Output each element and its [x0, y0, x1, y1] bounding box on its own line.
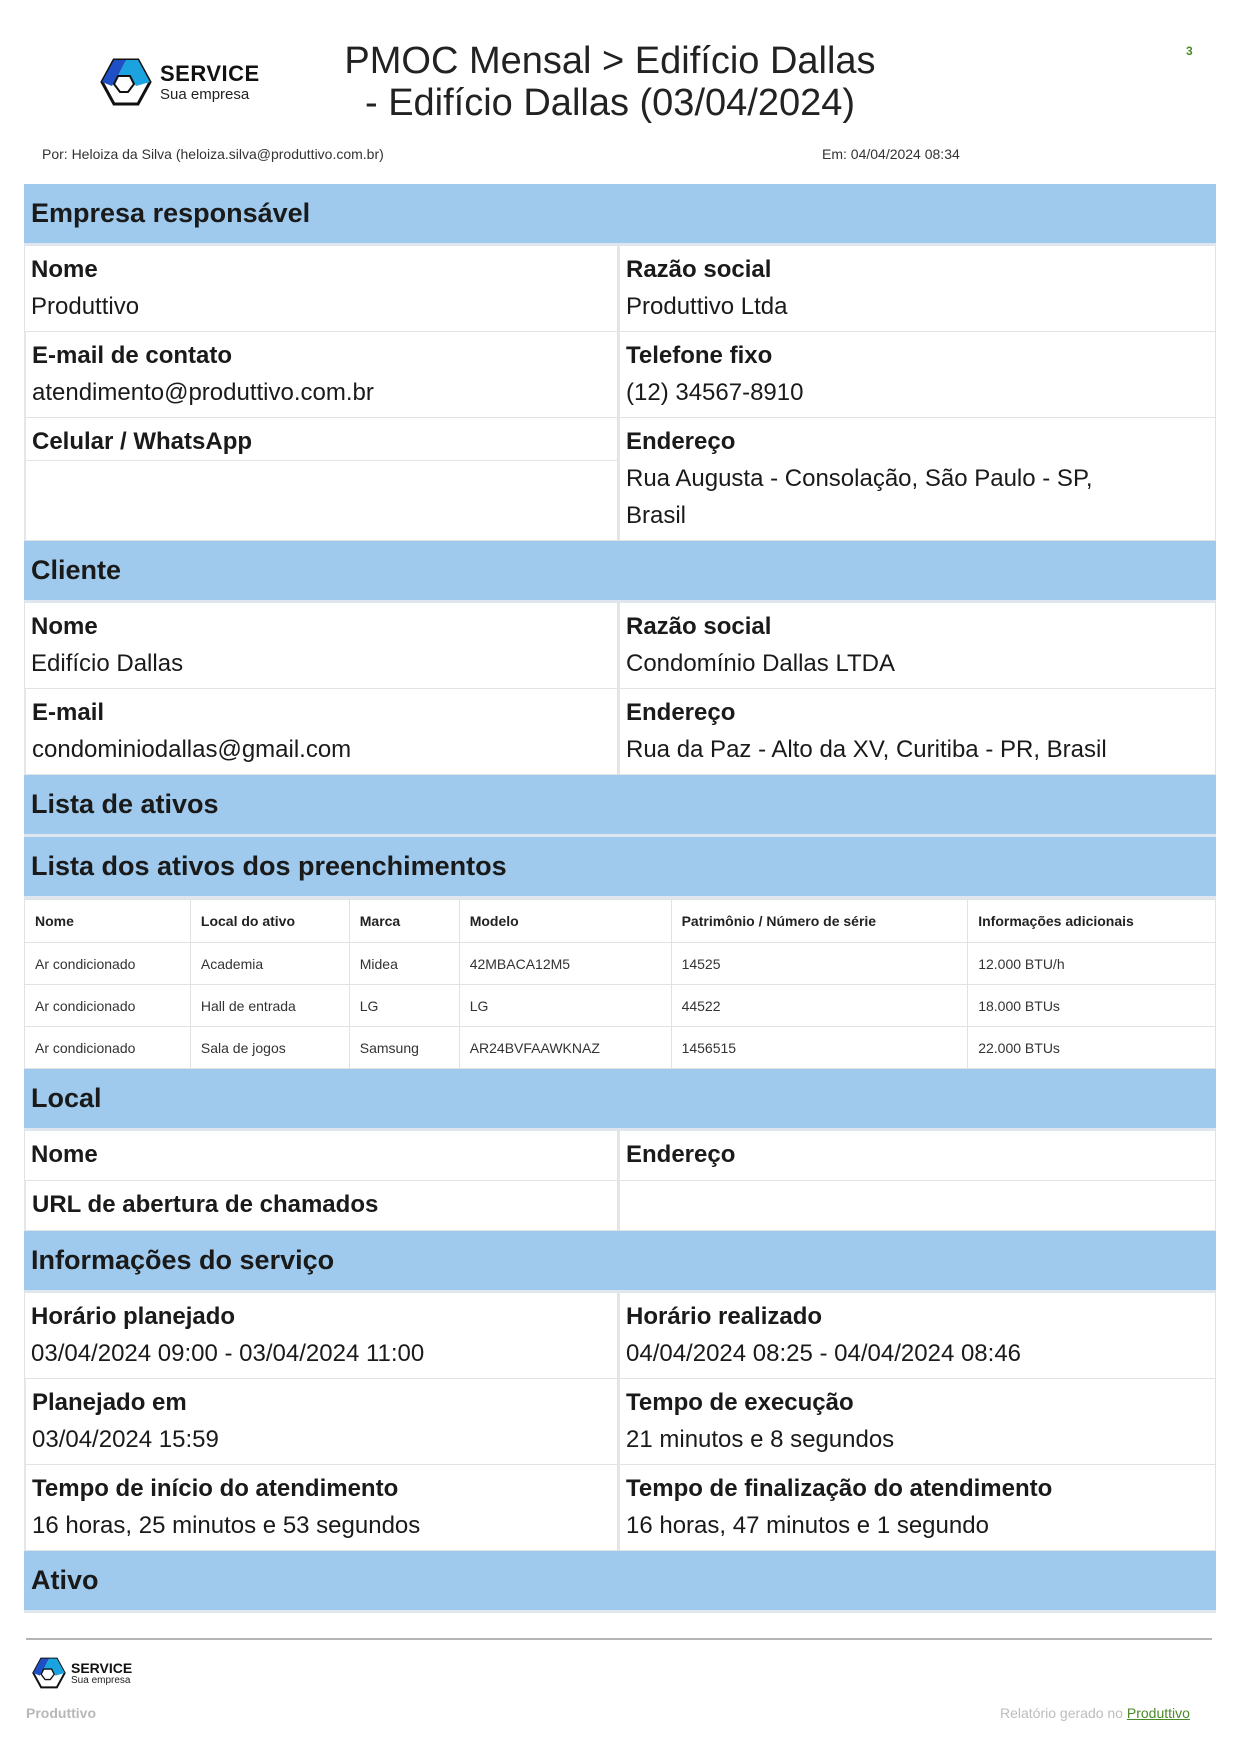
table-cell: 14525	[671, 943, 968, 985]
page-title	[330, 40, 890, 124]
field-value: 21 minutos e 8 segundos	[626, 1426, 895, 1453]
table-cell: Ar condicionado	[25, 943, 191, 985]
logo-brand: SERVICE	[71, 1659, 133, 1676]
cliente-razao-cell	[618, 603, 1216, 689]
cliente-grid	[24, 603, 1216, 775]
servico-grid	[24, 1293, 1216, 1551]
logo-brand: SERVICE	[160, 60, 260, 86]
column-header: Modelo	[459, 900, 671, 943]
field-label: E-mail de contato	[32, 342, 233, 369]
assets-table	[24, 899, 1216, 1069]
field-label: Horário realizado	[626, 1303, 823, 1330]
table-header-row	[25, 900, 1216, 943]
footer-company: Produttivo	[26, 1705, 96, 1721]
table-cell: AR24BVFAAWKNAZ	[459, 1027, 671, 1069]
field-label: Razão social	[626, 256, 772, 283]
section-ativo-title: Ativo	[24, 1551, 1216, 1613]
field-label: Nome	[31, 1141, 98, 1168]
cliente-email-cell	[24, 689, 618, 775]
author-info: Por: Heloiza da Silva (heloiza.silva@produttivo.com.br)	[42, 146, 384, 162]
footer-divider	[26, 1638, 1212, 1640]
table-row	[25, 985, 1216, 1027]
field-value: (12) 34567-8910	[626, 379, 804, 406]
section-cliente-title: Cliente	[24, 541, 1216, 603]
table-cell: 1456515	[671, 1027, 968, 1069]
empresa-razao-cell	[618, 246, 1216, 332]
page-number: 3	[1186, 44, 1193, 58]
empresa-grid	[24, 246, 1216, 541]
field-label: Telefone fixo	[626, 342, 773, 369]
column-header: Patrimônio / Número de série	[671, 900, 968, 943]
column-header: Local do ativo	[190, 900, 349, 943]
field-label: URL de abertura de chamados	[32, 1191, 379, 1218]
report-header	[0, 0, 1240, 180]
field-value: Condomínio Dallas LTDA	[626, 650, 896, 677]
hexagon-logo-icon	[32, 1656, 66, 1690]
table-cell: Ar condicionado	[25, 985, 191, 1027]
title-line-2: - Edifício Dallas (03/04/2024)	[364, 82, 856, 124]
servico-inicio-cell	[24, 1465, 618, 1551]
field-label: Horário planejado	[31, 1303, 236, 1330]
table-cell: 22.000 BTUs	[968, 1027, 1216, 1069]
field-value: 04/04/2024 08:25 - 04/04/2024 08:46	[626, 1340, 1022, 1367]
table-row	[25, 1027, 1216, 1069]
empresa-endereco-cell	[618, 418, 1216, 541]
field-value: 03/04/2024 15:59	[32, 1426, 219, 1453]
logo-tagline: Sua empresa	[160, 85, 250, 103]
footer-note-text: Relatório gerado no	[1000, 1705, 1127, 1721]
column-header: Marca	[349, 900, 459, 943]
empresa-celular-cell	[24, 418, 618, 541]
footer-generated-note	[1000, 1705, 1190, 1721]
table-cell: 18.000 BTUs	[968, 985, 1216, 1027]
field-value: Edifício Dallas	[31, 650, 184, 677]
servico-execucao-cell	[618, 1379, 1216, 1465]
table-cell: 42MBACA12M5	[459, 943, 671, 985]
produttivo-link[interactable]: Produttivo	[1126, 1705, 1190, 1721]
field-value: 16 horas, 47 minutos e 1 segundo	[626, 1512, 989, 1539]
local-grid	[24, 1131, 1216, 1231]
field-label: Nome	[31, 256, 98, 283]
table-cell: Midea	[349, 943, 459, 985]
field-label: Tempo de finalização do atendimento	[626, 1475, 1053, 1502]
servico-finalizacao-cell	[618, 1465, 1216, 1551]
field-label: E-mail	[32, 699, 105, 726]
servico-realizado-cell	[618, 1293, 1216, 1379]
field-value: Produttivo Ltda	[626, 293, 788, 320]
table-cell: LG	[459, 985, 671, 1027]
local-nome-cell	[24, 1131, 618, 1181]
local-url-cell	[24, 1181, 618, 1231]
title-line-1: PMOC Mensal > Edifício Dallas	[344, 40, 876, 82]
servico-planejado-em-cell	[24, 1379, 618, 1465]
section-lista-preenchimentos-title: Lista dos ativos dos preenchimentos	[24, 837, 1216, 899]
hexagon-logo-icon	[100, 56, 152, 108]
table-cell: 12.000 BTU/h	[968, 943, 1216, 985]
empresa-email-cell	[24, 332, 618, 418]
servico-planejado-cell	[24, 1293, 618, 1379]
company-logo	[100, 56, 260, 108]
local-empty-cell	[618, 1181, 1216, 1231]
table-cell: Hall de entrada	[190, 985, 349, 1027]
field-label: Tempo de execução	[626, 1389, 854, 1416]
table-cell: 44522	[671, 985, 968, 1027]
table-cell: Samsung	[349, 1027, 459, 1069]
table-cell: Sala de jogos	[190, 1027, 349, 1069]
logo-tagline: Sua empresa	[71, 1674, 131, 1686]
field-value: Rua Augusta - Consolação, São Paulo - SP, Brasil	[626, 465, 1093, 529]
empresa-telefone-cell	[618, 332, 1216, 418]
section-local-title: Local	[24, 1069, 1216, 1131]
field-value: atendimento@produttivo.com.br	[32, 379, 374, 406]
field-label: Tempo de início do atendimento	[32, 1475, 399, 1502]
column-header: Informações adicionais	[968, 900, 1216, 943]
field-label: Planejado em	[32, 1389, 187, 1416]
column-header: Nome	[25, 900, 191, 943]
field-value: 03/04/2024 09:00 - 03/04/2024 11:00	[31, 1340, 425, 1367]
field-value: condominiodallas@gmail.com	[32, 736, 352, 763]
section-lista-ativos-title: Lista de ativos	[24, 775, 1216, 837]
field-label: Endereço	[626, 428, 736, 455]
field-label: Endereço	[626, 1141, 736, 1168]
cliente-nome-cell	[24, 603, 618, 689]
field-label: Celular / WhatsApp	[26, 418, 617, 461]
field-value: 16 horas, 25 minutos e 53 segundos	[32, 1512, 421, 1539]
table-row	[25, 943, 1216, 985]
field-label: Endereço	[626, 699, 736, 726]
empresa-nome-cell	[24, 246, 618, 332]
table-cell: LG	[349, 985, 459, 1027]
section-servico-title: Informações do serviço	[24, 1231, 1216, 1293]
field-label: Nome	[31, 613, 98, 640]
table-cell: Academia	[190, 943, 349, 985]
cliente-endereco-cell	[618, 689, 1216, 775]
table-cell: Ar condicionado	[25, 1027, 191, 1069]
field-label: Razão social	[626, 613, 772, 640]
section-empresa-title: Empresa responsável	[24, 184, 1216, 246]
field-value: Produttivo	[31, 293, 140, 320]
local-endereco-cell	[618, 1131, 1216, 1181]
generated-at: Em: 04/04/2024 08:34	[822, 146, 960, 162]
field-value: Rua da Paz - Alto da XV, Curitiba - PR, Brasil	[626, 736, 1107, 763]
report-content	[24, 184, 1216, 1613]
footer-logo	[32, 1656, 132, 1690]
